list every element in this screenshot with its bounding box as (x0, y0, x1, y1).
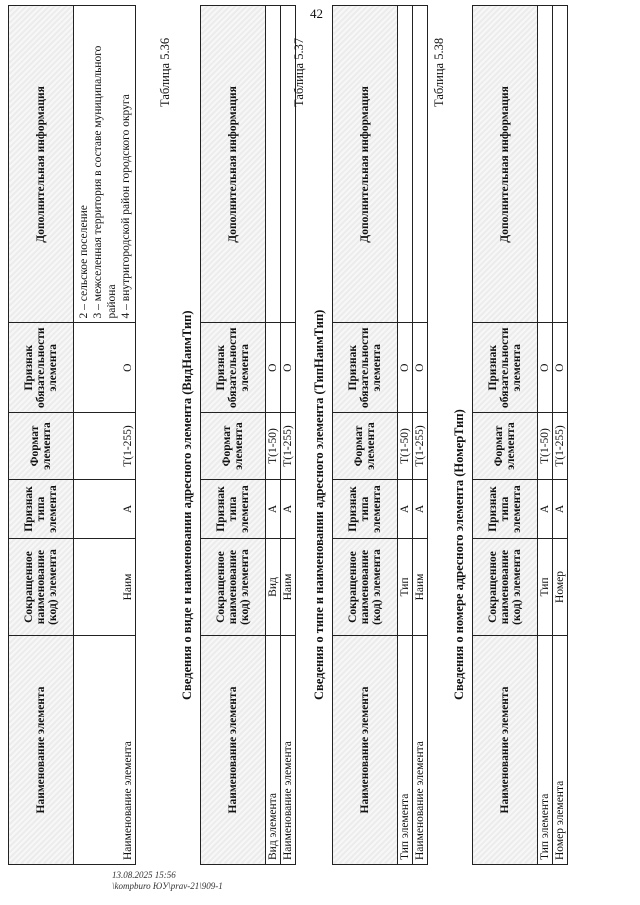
table-continuation (8, 5, 136, 865)
cell-required: O (74, 323, 136, 413)
header-name: Наименование элемента (9, 636, 74, 865)
cell-name: Наименование элемента (281, 636, 296, 865)
cell-name: Вид элемента (266, 636, 281, 865)
cell-format: T(1-255) (281, 413, 296, 480)
print-stamp (112, 870, 223, 892)
table-header-row (473, 6, 538, 865)
header-type: Признак типа элемента (201, 480, 266, 539)
table-536 (200, 5, 296, 865)
header-name: Наименование элемента (333, 636, 398, 865)
table-header-row (201, 6, 266, 865)
cell-code: Тип (538, 539, 553, 636)
header-format: Формат элемента (201, 413, 266, 480)
cell-code: Тип (398, 539, 413, 636)
header-code: Сокращенное наименование (код) элемента (333, 539, 398, 636)
table-row (413, 6, 428, 865)
cell-code: Номер (553, 539, 568, 636)
cell-info (538, 6, 553, 323)
table-number-538: Таблица 5.38 (432, 37, 446, 107)
cell-required: O (413, 323, 428, 413)
table-537 (332, 5, 428, 865)
cell-type: A (553, 480, 568, 539)
cell-format: T(1-50) (538, 413, 553, 480)
table-number-536: Таблица 5.36 (158, 37, 172, 107)
table-row (74, 6, 136, 865)
page-number: 42 (310, 6, 323, 21)
header-info: Дополнительная информация (473, 6, 538, 323)
cell-required: O (553, 323, 568, 413)
cell-info (413, 6, 428, 323)
caption-538: Сведения о номере адресного элемента (НомерТип) (452, 409, 466, 700)
header-name: Наименование элемента (473, 636, 538, 865)
cell-type: A (398, 480, 413, 539)
header-format: Формат элемента (333, 413, 398, 480)
header-required: Признак обязательности элемента (201, 323, 266, 413)
cell-required: O (266, 323, 281, 413)
cell-name: Наименование элемента (74, 636, 136, 865)
caption-537: Сведения о типе и наименовании адресного элемента (ТипНаимТип) (312, 309, 326, 700)
cell-name: Тип элемента (398, 636, 413, 865)
table-row (398, 6, 413, 865)
cell-info (74, 6, 136, 323)
cell-required: O (538, 323, 553, 413)
info-line: 4 – внутригородской район городского округа (119, 94, 132, 319)
cell-required: O (398, 323, 413, 413)
cell-code: Наим (74, 539, 136, 636)
cell-info (266, 6, 281, 323)
cell-info (553, 6, 568, 323)
cell-type: A (413, 480, 428, 539)
cell-name: Номер элемента (553, 636, 568, 865)
info-line: 3 – межселенная территория в составе муниципального района (91, 45, 118, 319)
header-required: Признак обязательности элемента (9, 323, 74, 413)
header-required: Признак обязательности элемента (333, 323, 398, 413)
table-538 (472, 5, 568, 865)
header-code: Сокращенное наименование (код) элемента (9, 539, 74, 636)
cell-type: A (74, 480, 136, 539)
stamp-line: 13.08.2025 15:56 (112, 870, 176, 880)
info-line: 2 – сельское поселение (77, 205, 90, 319)
table-header-row (333, 6, 398, 865)
cell-format: T(1-255) (74, 413, 136, 480)
header-info: Дополнительная информация (201, 6, 266, 323)
header-code: Сокращенное наименование (код) элемента (473, 539, 538, 636)
cell-format: T(1-50) (266, 413, 281, 480)
header-required: Признак обязательности элемента (473, 323, 538, 413)
header-format: Формат элемента (9, 413, 74, 480)
header-code: Сокращенное наименование (код) элемента (201, 539, 266, 636)
cell-name: Тип элемента (538, 636, 553, 865)
table-row (553, 6, 568, 865)
caption-536: Сведения о виде и наименовании адресного элемента (ВидНаимТип) (180, 310, 194, 700)
header-type: Признак типа элемента (9, 480, 74, 539)
cell-code: Наим (281, 539, 296, 636)
cell-format: T(1-255) (553, 413, 568, 480)
header-format: Формат элемента (473, 413, 538, 480)
header-name: Наименование элемента (201, 636, 266, 865)
header-info: Дополнительная информация (9, 6, 74, 323)
cell-info (398, 6, 413, 323)
header-type: Признак типа элемента (473, 480, 538, 539)
header-type: Признак типа элемента (333, 480, 398, 539)
cell-type: A (538, 480, 553, 539)
table-number-537: Таблица 5.37 (292, 37, 306, 107)
cell-code: Вид (266, 539, 281, 636)
cell-name: Наименование элемента (413, 636, 428, 865)
table-row (538, 6, 553, 865)
cell-format: T(1-50) (398, 413, 413, 480)
table-row (266, 6, 281, 865)
table-header-row (9, 6, 74, 865)
cell-type: A (266, 480, 281, 539)
table-row (281, 6, 296, 865)
cell-format: T(1-255) (413, 413, 428, 480)
cell-type: A (281, 480, 296, 539)
header-info: Дополнительная информация (333, 6, 398, 323)
cell-code: Наим (413, 539, 428, 636)
stamp-line: \kompburo ЮУ\prav-21\909-1 (112, 881, 223, 891)
cell-required: O (281, 323, 296, 413)
